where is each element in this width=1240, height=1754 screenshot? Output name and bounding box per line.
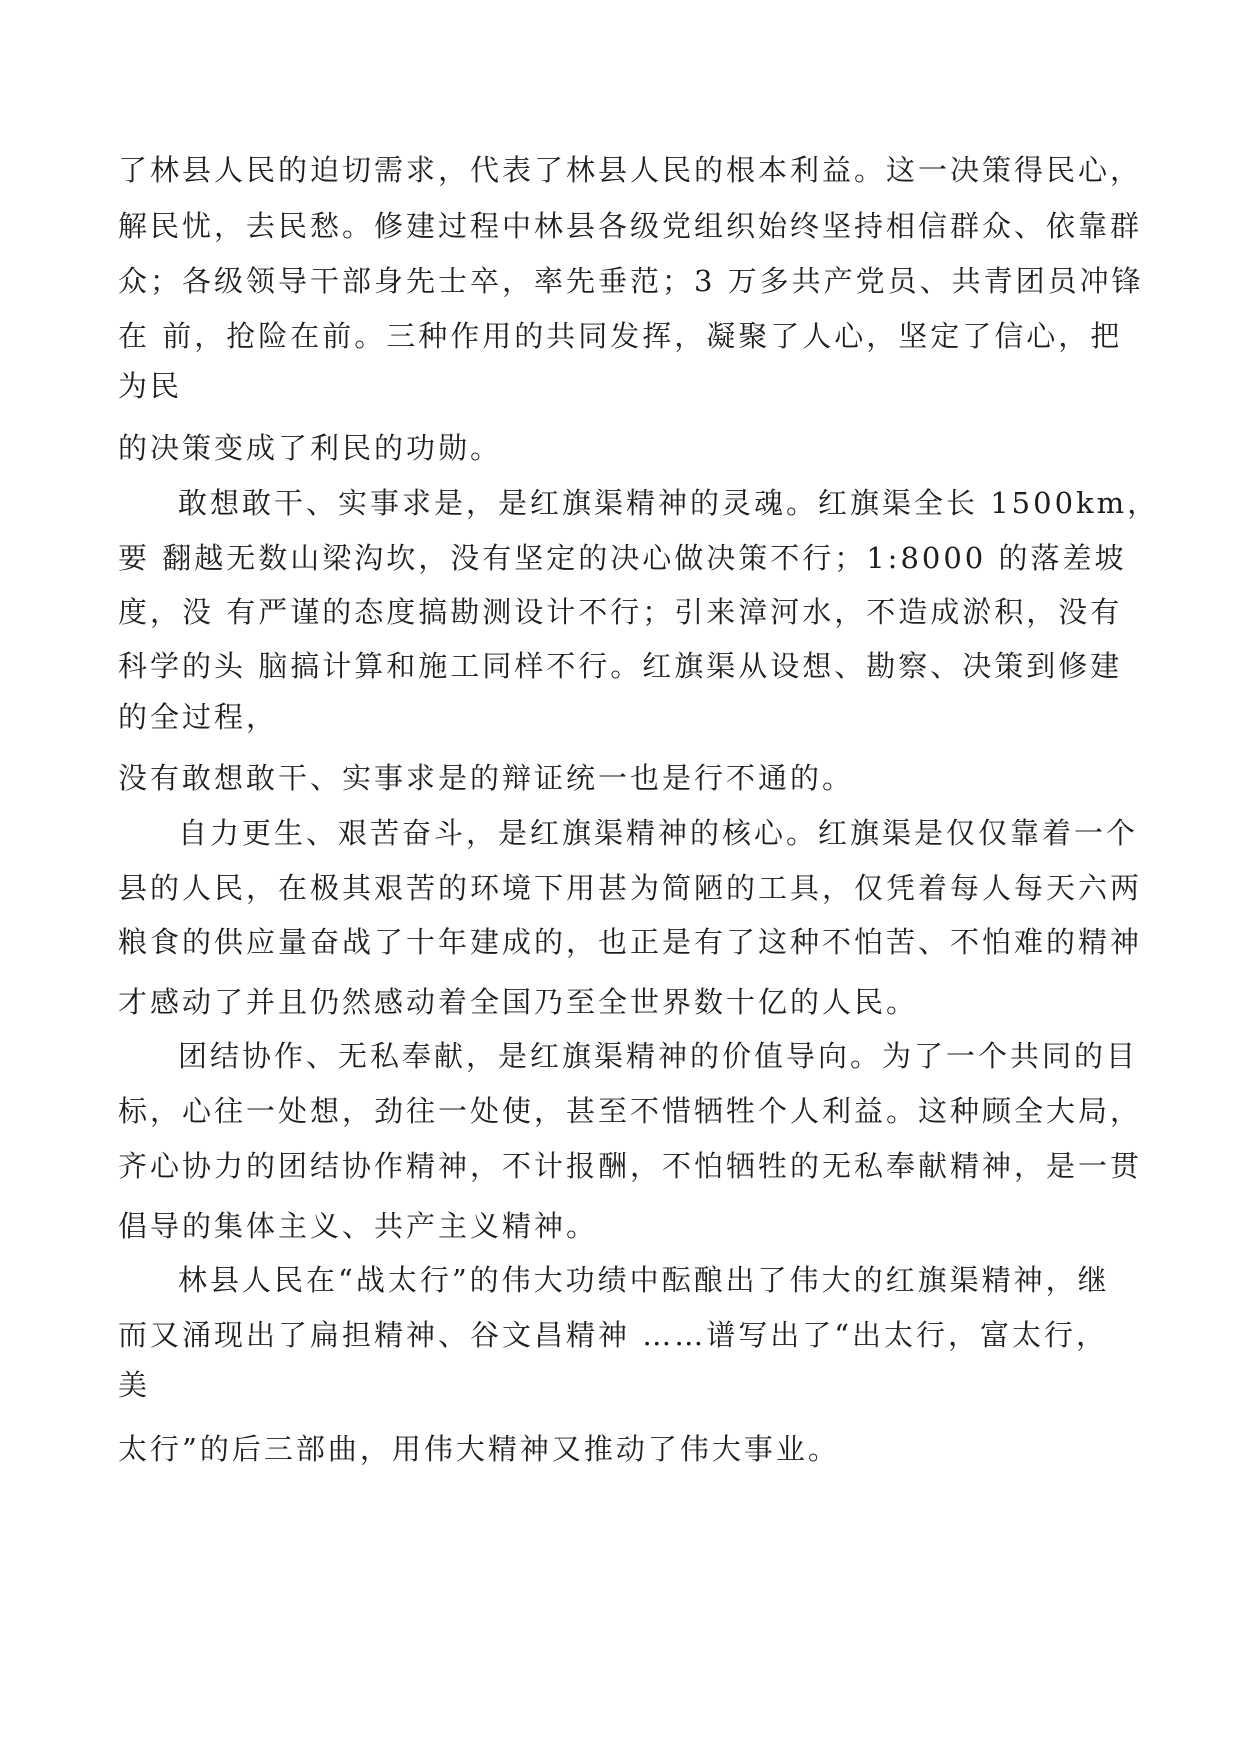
text-line-5: 为民 (118, 369, 183, 403)
text-line-9: 度，没 有严谨的态度搞勘测设计不行；引来漳河水，不造成淤积，没有 (118, 595, 1123, 629)
text-line-8: 要 翻越无数山梁沟坎，没有坚定的决心做决策不行；1:8000 的落差坡 (118, 541, 1127, 575)
text-line-18: 标，心往一处想，劲往一处使，甚至不惜牺牲个人利益。这种顾全大局， (118, 1094, 1143, 1128)
text-line-2: 解民忧，去民愁。修建过程中林县各级党组织始终坚持相信群众、依靠群 (118, 209, 1143, 243)
paragraph-first-line: 团结协作、无私奉献，是红旗渠精神的价值导向。为了一个共同的目 (178, 1039, 1139, 1073)
text-line-19: 齐心协力的团结协作精神，不计报酬，不怕牺牲的无私奉献精神，是一贯 (118, 1149, 1143, 1183)
paragraph-first-line: 林县人民在“战太行”的伟大功绩中酝酿出了伟大的红旗渠精神，继 (178, 1263, 1110, 1297)
text-line-1: 了林县人民的迫切需求，代表了林县人民的根本利益。这一决策得民心， (118, 153, 1143, 187)
text-line-3: 众；各级领导干部身先士卒，率先垂范；3 万多共产党员、共青团员冲锋 (118, 264, 1144, 298)
text-line-22: 而又涌现出了扁担精神、谷文昌精神 ……谱写出了“出太行，富太行， (118, 1318, 1109, 1352)
text-line-15: 粮食的供应量奋战了十年建成的，也正是有了这种不怕苦、不怕难的精神 (118, 925, 1143, 959)
text-line-14: 县的人民，在极其艰苦的环境下用甚为简陋的工具，仅凭着每人每天六两 (118, 871, 1143, 905)
text-line-6: 的决策变成了利民的功勋。 (118, 431, 503, 465)
text-line-23: 美 (118, 1368, 151, 1402)
text-line-12: 没有敢想敢干、实事求是的辩证统一也是行不通的。 (118, 761, 855, 795)
text-line-24: 太行”的后三部曲，用伟大精神又推动了伟大事业。 (118, 1432, 840, 1466)
text-line-20: 倡导的集体主义、共产主义精神。 (118, 1209, 599, 1243)
text-line-4: 在 前，抢险在前。三种作用的共同发挥，凝聚了人心，坚定了信心，把 (118, 319, 1123, 353)
text-line-11: 的全过程， (118, 700, 279, 734)
text-line-16: 才感动了并且仍然感动着全国乃至全世界数十亿的人民。 (118, 985, 919, 1019)
paragraph-first-line: 敢想敢干、实事求是，是红旗渠精神的灵魂。红旗渠全长 1500km， (178, 486, 1160, 520)
text-line-10: 科学的头 脑搞计算和施工同样不行。红旗渠从设想、勘察、决策到修建 (118, 649, 1123, 683)
paragraph-first-line: 自力更生、艰苦奋斗，是红旗渠精神的核心。红旗渠是仅仅靠着一个 (178, 816, 1139, 850)
